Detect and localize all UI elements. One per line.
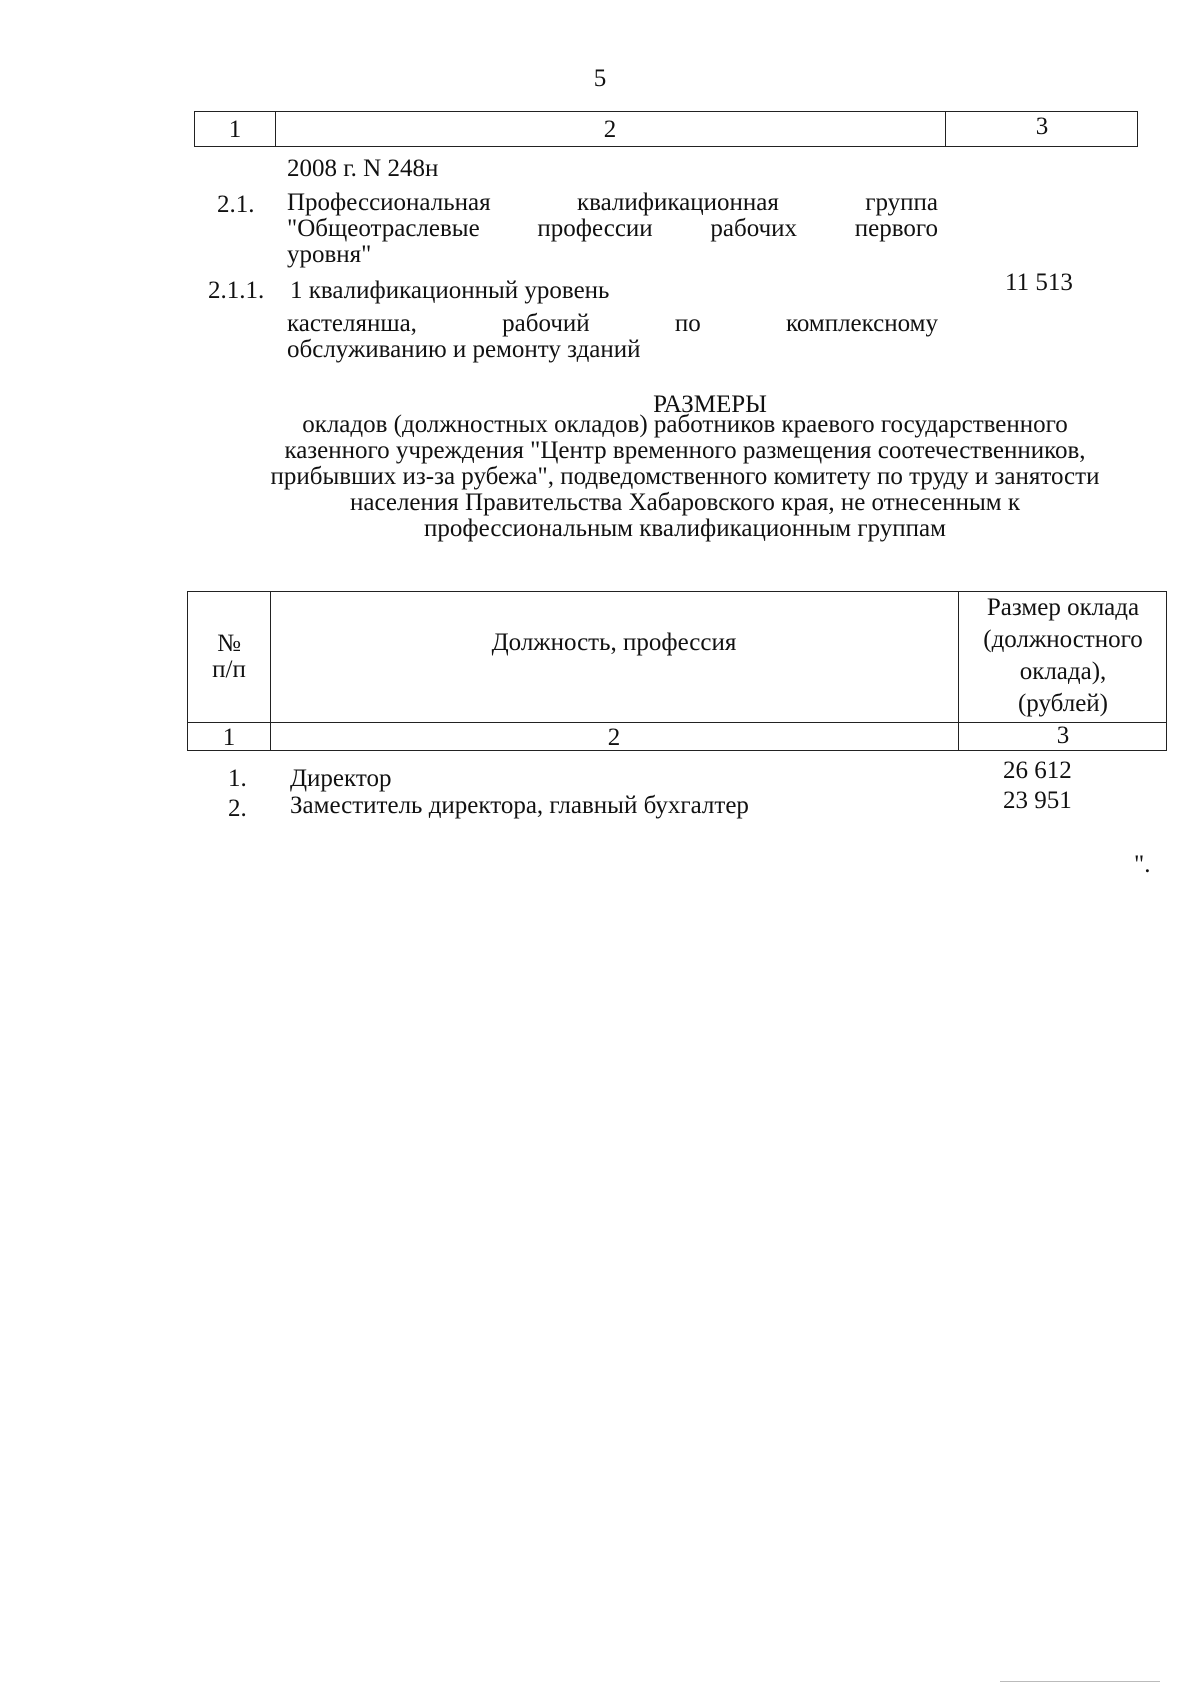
- salary-table-header: [187, 591, 1167, 751]
- table-row-num: 1.: [228, 765, 247, 792]
- section-title: РАЗМЕРЫ: [653, 391, 767, 418]
- table-row-num: 2.: [228, 795, 247, 822]
- top-table-col-3: 3: [1035, 113, 1049, 140]
- page-number: 5: [593, 65, 607, 92]
- top-table-header: [194, 111, 1138, 147]
- header-salary-line: (должностного: [983, 626, 1143, 653]
- header-salary-line: Размер оклада: [986, 594, 1140, 621]
- group-description: [287, 190, 938, 268]
- index-col-3: 3: [1056, 722, 1070, 749]
- table-row-salary: 23 951: [1003, 787, 1072, 814]
- header-salary-line: (рублей): [1017, 690, 1109, 717]
- table-row-position: Заместитель директора, главный бухгалтер: [290, 792, 749, 819]
- table-row-position: Директор: [290, 765, 392, 792]
- text-line: уровня": [287, 241, 372, 268]
- header-num-line: №: [217, 630, 241, 657]
- header-position: Должность, профессия: [491, 629, 737, 656]
- level-title: 1 квалификационный уровень: [290, 277, 610, 304]
- level-value: 11 513: [1005, 269, 1073, 296]
- text-line: "Общеотраслевые профессии рабочих первого: [287, 215, 938, 242]
- table-row-salary: 26 612: [1003, 757, 1072, 784]
- scan-artifact-line: [1000, 1681, 1160, 1682]
- index-col-1: 1: [222, 724, 236, 751]
- professions-text: [287, 311, 938, 363]
- text-line: обслуживанию и ремонту зданий: [287, 336, 641, 363]
- top-table-col-2: 2: [603, 116, 617, 143]
- index-col-2: 2: [607, 724, 621, 751]
- subtitle-line: окладов (должностных окладов) работников краевого государственного: [302, 411, 1068, 438]
- subtitle-line: прибывших из-за рубежа", подведомственного комитету по труду и занятости: [270, 463, 1100, 490]
- carryover-text: 2008 г. N 248н: [287, 155, 439, 182]
- text-line: Профессиональная квалификационная группа: [287, 189, 938, 216]
- section-subtitle: [200, 412, 1170, 542]
- row-number: 2.1.: [217, 191, 255, 218]
- header-salary-cell: [958, 592, 1168, 720]
- closing-mark: ".: [1134, 851, 1151, 878]
- subtitle-line: казенного учреждения "Центр временного размещения соотечественников,: [284, 437, 1086, 464]
- header-num-cell: [188, 592, 270, 722]
- header-num-line: п/п: [212, 656, 246, 683]
- row-number: 2.1.1.: [208, 277, 265, 304]
- subtitle-line: населения Правительства Хабаровского края, не отнесенным к: [349, 489, 1021, 516]
- top-table-col-1: 1: [228, 116, 242, 143]
- subtitle-line: профессиональным квалификационным группам: [424, 515, 946, 542]
- text-line: кастелянша, рабочий по комплексному: [287, 310, 938, 337]
- header-salary-line: оклада),: [1019, 658, 1107, 685]
